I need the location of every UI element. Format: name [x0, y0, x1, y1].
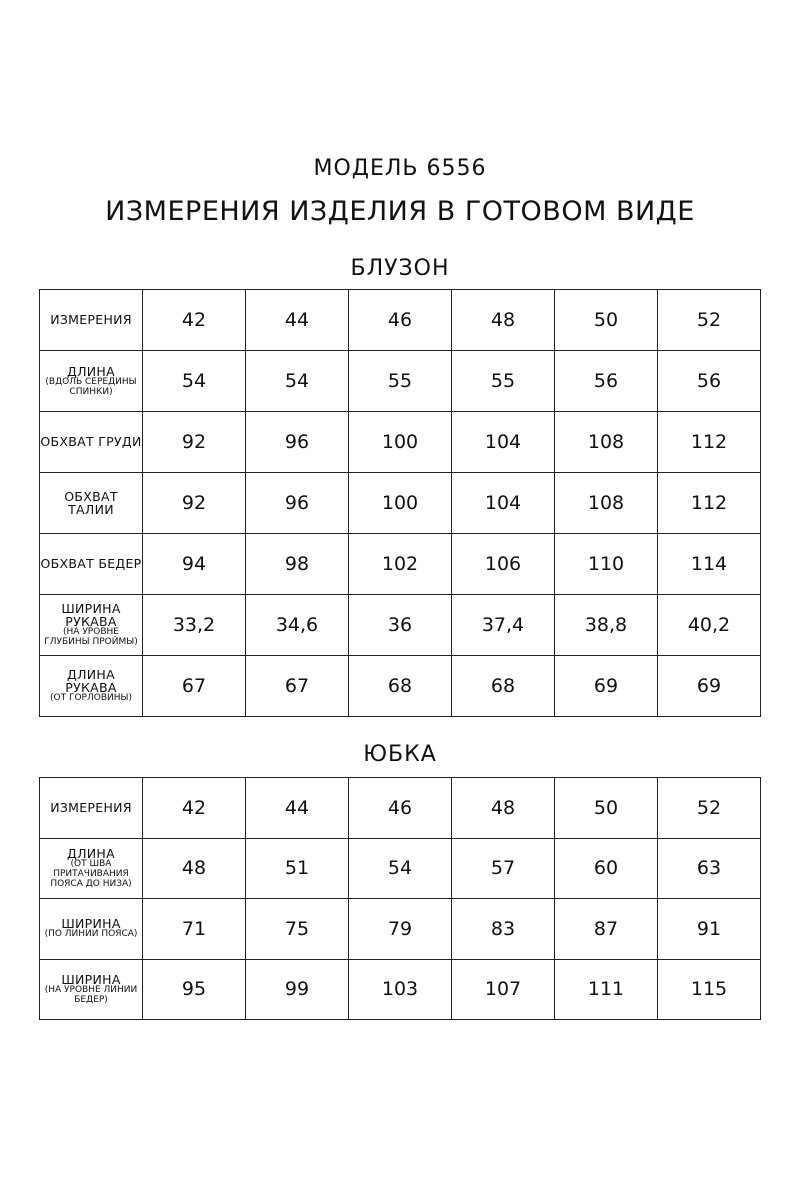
table-row	[40, 778, 761, 839]
row-label-cell	[40, 534, 143, 595]
value-cell: 104	[452, 473, 555, 534]
value-cell: 67	[246, 656, 349, 717]
row-label-cell	[40, 899, 143, 960]
value-cell: 44	[246, 778, 349, 839]
table-row	[40, 595, 761, 656]
value-cell: 33,2	[143, 595, 246, 656]
value-cell: 50	[555, 290, 658, 351]
row-label-cell	[40, 290, 143, 351]
value-cell: 42	[143, 778, 246, 839]
value-cell: 52	[658, 290, 761, 351]
value-cell: 36	[349, 595, 452, 656]
value-cell: 115	[658, 959, 761, 1020]
row-label-cell	[40, 473, 143, 534]
row-label-cell	[40, 656, 143, 717]
value-cell: 67	[143, 656, 246, 717]
value-cell: 44	[246, 290, 349, 351]
value-cell: 83	[452, 899, 555, 960]
value-cell: 56	[658, 351, 761, 412]
blouse-measurements-table	[39, 289, 761, 717]
value-cell: 111	[555, 959, 658, 1020]
row-label: ШИРИНА РУКАВА	[61, 600, 121, 630]
value-cell: 99	[246, 959, 349, 1020]
table-row	[40, 473, 761, 534]
table-row	[40, 412, 761, 473]
blouse-section-title: БЛУЗОН	[350, 256, 450, 281]
value-cell: 107	[452, 959, 555, 1020]
table-row	[40, 351, 761, 412]
row-label: ОБХВАТ БЕДЕР	[40, 556, 142, 572]
row-label: ШИРИНА	[61, 916, 121, 932]
value-cell: 50	[555, 778, 658, 839]
row-label-cell	[40, 595, 143, 656]
row-label-cell	[40, 778, 143, 839]
value-cell: 95	[143, 959, 246, 1020]
row-label-cell	[40, 959, 143, 1020]
value-cell: 96	[246, 473, 349, 534]
value-cell: 46	[349, 778, 452, 839]
table-row	[40, 899, 761, 960]
value-cell: 108	[555, 412, 658, 473]
value-cell: 96	[246, 412, 349, 473]
value-cell: 51	[246, 838, 349, 899]
value-cell: 55	[349, 351, 452, 412]
value-cell: 69	[555, 656, 658, 717]
row-label: ШИРИНА	[61, 971, 121, 987]
value-cell: 114	[658, 534, 761, 595]
row-label: ИЗМЕРЕНИЯ	[50, 800, 132, 816]
row-label-note: (НА УРОВНЕ ГЛУБИНЫ ПРОЙМЫ)	[44, 627, 138, 648]
skirt-measurements-table	[39, 777, 761, 1020]
row-label: ИЗМЕРЕНИЯ	[50, 312, 132, 328]
table-row	[40, 290, 761, 351]
value-cell: 68	[349, 656, 452, 717]
value-cell: 108	[555, 473, 658, 534]
value-cell: 112	[658, 412, 761, 473]
value-cell: 87	[555, 899, 658, 960]
value-cell: 92	[143, 412, 246, 473]
row-label: ДЛИНА	[67, 363, 115, 379]
row-label: ОБХВАТ ГРУДИ	[40, 434, 142, 450]
value-cell: 46	[349, 290, 452, 351]
value-cell: 48	[143, 838, 246, 899]
model-title: МОДЕЛЬ 6556	[313, 156, 487, 181]
row-label-note: (ОТ ГОРЛОВИНЫ)	[50, 693, 132, 704]
value-cell: 63	[658, 838, 761, 899]
value-cell: 98	[246, 534, 349, 595]
value-cell: 38,8	[555, 595, 658, 656]
value-cell: 57	[452, 838, 555, 899]
value-cell: 69	[658, 656, 761, 717]
value-cell: 48	[452, 778, 555, 839]
value-cell: 42	[143, 290, 246, 351]
value-cell: 106	[452, 534, 555, 595]
value-cell: 100	[349, 473, 452, 534]
value-cell: 54	[349, 838, 452, 899]
value-cell: 102	[349, 534, 452, 595]
value-cell: 110	[555, 534, 658, 595]
row-label-note: (ОТ ШВА ПРИТАЧИВАНИЯ ПОЯСА ДО НИЗА)	[50, 858, 132, 889]
value-cell: 34,6	[246, 595, 349, 656]
value-cell: 54	[143, 351, 246, 412]
row-label: ДЛИНА РУКАВА	[65, 666, 117, 696]
row-label-note: (ПО ЛИНИИ ПОЯСА)	[44, 929, 138, 940]
value-cell: 40,2	[658, 595, 761, 656]
value-cell: 68	[452, 656, 555, 717]
page-title: ИЗМЕРЕНИЯ ИЗДЕЛИЯ В ГОТОВОМ ВИДЕ	[105, 196, 695, 227]
row-label-cell	[40, 412, 143, 473]
value-cell: 55	[452, 351, 555, 412]
table-row	[40, 838, 761, 899]
row-label-note: (НА УРОВНЕ ЛИНИИ БЕДЕР)	[44, 984, 138, 1005]
row-label-cell	[40, 838, 143, 899]
value-cell: 92	[143, 473, 246, 534]
table-row	[40, 959, 761, 1020]
value-cell: 75	[246, 899, 349, 960]
value-cell: 103	[349, 959, 452, 1020]
row-label-note: (ВДОЛЬ СЕРЕДИНЫ СПИНКИ)	[45, 376, 137, 397]
value-cell: 100	[349, 412, 452, 473]
value-cell: 37,4	[452, 595, 555, 656]
row-label: ДЛИНА	[67, 845, 115, 861]
value-cell: 112	[658, 473, 761, 534]
value-cell: 56	[555, 351, 658, 412]
value-cell: 104	[452, 412, 555, 473]
row-label-cell	[40, 351, 143, 412]
value-cell: 60	[555, 838, 658, 899]
table-row	[40, 534, 761, 595]
value-cell: 54	[246, 351, 349, 412]
value-cell: 71	[143, 899, 246, 960]
row-label: ОБХВАТ ТАЛИИ	[64, 488, 118, 517]
value-cell: 48	[452, 290, 555, 351]
value-cell: 79	[349, 899, 452, 960]
value-cell: 52	[658, 778, 761, 839]
value-cell: 94	[143, 534, 246, 595]
table-row	[40, 656, 761, 717]
value-cell: 91	[658, 899, 761, 960]
skirt-section-title: ЮБКА	[363, 742, 437, 767]
